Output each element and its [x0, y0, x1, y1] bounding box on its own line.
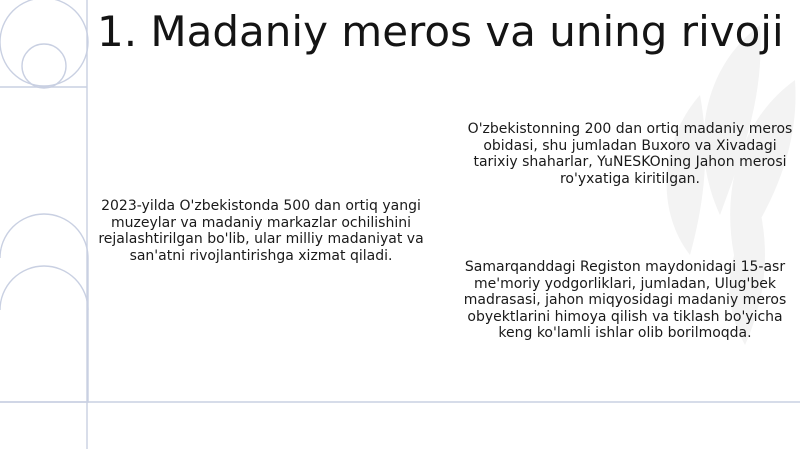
paragraph-registan-restoration: Samarqanddagi Registon maydonidagi 15-asr me'moriy yodgorliklari, jumladan, Ulug'bek madrasasi, jahon miqyosidagi madaniy meros obyektlarini himoya qilish va tiklash bo'yicha keng ko'lamli ishlar olib borilmoqda.: [463, 259, 787, 341]
paragraph-new-museums: 2023-yilda O'zbekistonda 500 dan ortiq yangi muzeylar va madaniy markazlar ochilishini rejalashtirilgan bo'lib, ular milliy madaniyat va san'atni rivojlantirishga xizmat qiladi.: [98, 198, 424, 264]
slide-title: 1. Madaniy meros va uning rivoji: [97, 7, 784, 56]
paragraph-world-heritage: O'zbekistonning 200 dan ortiq madaniy meros obidasi, shu jumladan Buxoro va Xivadagi tarixiy shaharlar, YuNESKOning Jahon merosi ro'yxatiga kiritilgan.: [467, 121, 793, 187]
